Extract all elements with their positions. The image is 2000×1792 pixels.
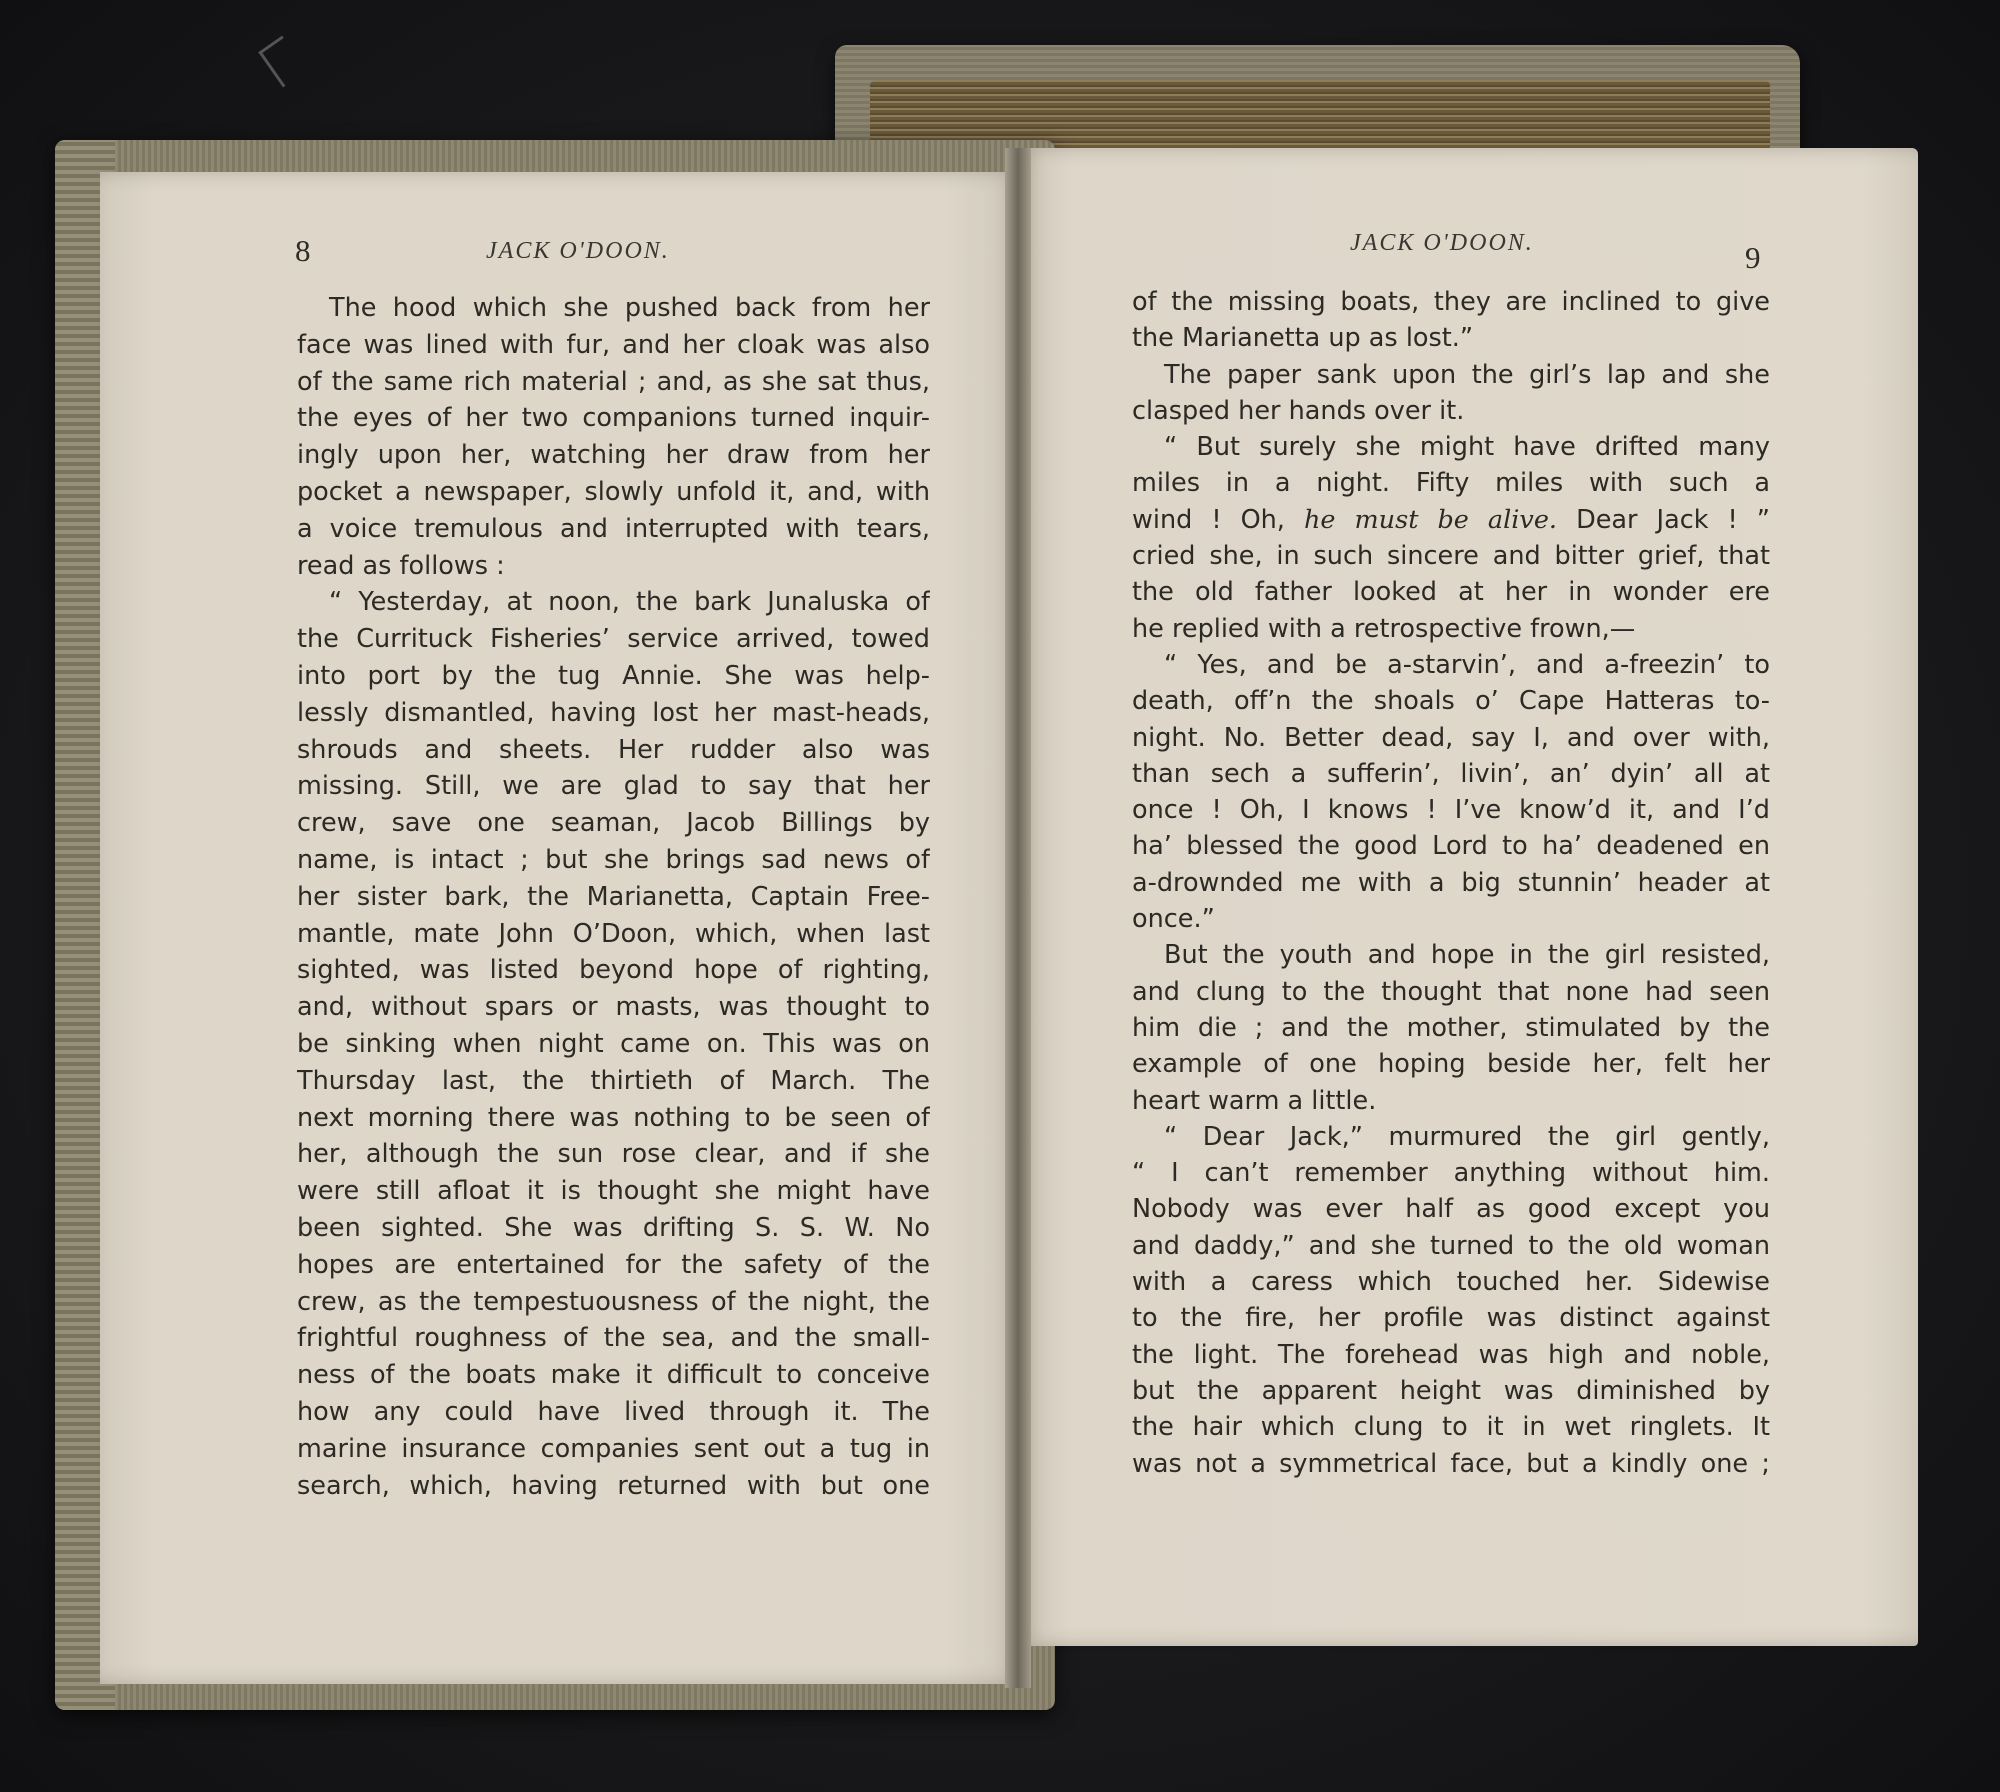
- text-line: the Marianetta up as lost.”: [1132, 323, 1474, 354]
- text-line: But the youth and hope in the girl resisted,: [1164, 940, 1770, 971]
- text-line: search, which, having returned with but one: [297, 1470, 930, 1501]
- text-line: Nobody was ever half as good except you: [1132, 1194, 1770, 1225]
- text-line: read as follows :: [297, 550, 505, 581]
- text-line: was not a symmetrical face, but a kindly one ;: [1132, 1448, 1770, 1479]
- text-line: name, is intact ; but she brings sad news of: [297, 844, 930, 875]
- text-line: of the missing boats, they are inclined to give: [1132, 287, 1770, 317]
- text-line: into port by the tug Annie. She was help-: [297, 660, 930, 691]
- text-line: death, off’n the shoals o’ Cape Hatteras to-: [1132, 686, 1770, 717]
- text-line: frightful roughness of the sea, and the small-: [297, 1323, 930, 1354]
- text-line: her, although the sun rose clear, and if she: [297, 1139, 930, 1170]
- text-line: ha’ blessed the good Lord to ha’ deadened en: [1132, 831, 1770, 862]
- text-line: of the same rich material ; and, as she sat thus,: [297, 366, 930, 397]
- text-line: a-drownded me with a big stunnin’ header at: [1132, 867, 1770, 898]
- text-line: mantle, mate John O’Doon, which, when last: [297, 918, 930, 949]
- text-line: be sinking when night came on. This was on: [297, 1028, 930, 1059]
- text-line: and daddy,” and she turned to the old woman: [1132, 1230, 1770, 1261]
- text-line: shrouds and sheets. Her rudder also was: [297, 734, 930, 765]
- text-line: how any could have lived through it. The: [297, 1396, 930, 1427]
- text-line: but the apparent height was diminished by: [1132, 1375, 1770, 1406]
- text-line: miles in a night. Fifty miles with such a: [1132, 468, 1770, 499]
- text-line: and, without spars or masts, was thought to: [297, 992, 930, 1023]
- text-line: with a caress which touched her. Sidewise: [1132, 1267, 1770, 1298]
- text-line: next morning there was nothing to be seen of: [297, 1102, 930, 1133]
- text-line: clasped her hands over it.: [1132, 395, 1465, 426]
- text-line: crew, as the tempestuousness of the night, the: [297, 1286, 930, 1317]
- text-line: [1132, 502, 1770, 538]
- right-running-head: JACK O'DOON.: [1350, 230, 1534, 256]
- left-page-body: [297, 290, 930, 1504]
- left-page-number: 8: [295, 233, 311, 268]
- text-line-segment: Dear Jack ! ”: [1557, 504, 1770, 535]
- italic-emphasis: he must be alive.: [1303, 504, 1558, 535]
- text-line: he replied with a retrospective frown,—: [1132, 613, 1636, 644]
- text-line: night. No. Better dead, say I, and over with,: [1132, 722, 1770, 753]
- text-line: her sister bark, the Marianetta, Captain Free-: [297, 881, 930, 912]
- text-line: the eyes of her two companions turned inquir-: [297, 403, 930, 434]
- book-gutter: [1005, 148, 1031, 1688]
- text-line: Thursday last, the thirtieth of March. The: [297, 1065, 930, 1096]
- left-running-head: JACK O'DOON.: [486, 238, 670, 264]
- text-line-segment: wind ! Oh,: [1132, 504, 1304, 535]
- text-line: the old father looked at her in wonder ere: [1132, 577, 1770, 608]
- text-line: heart warm a little.: [1132, 1085, 1377, 1116]
- text-line: the hair which clung to it in wet ringlets. It: [1132, 1412, 1770, 1443]
- text-line: lessly dismantled, having lost her mast-heads,: [297, 697, 930, 728]
- text-line: “ But surely she might have drifted many: [1164, 432, 1770, 463]
- text-line: marine insurance companies sent out a tug in: [297, 1433, 930, 1464]
- right-page-body: [1132, 284, 1770, 1482]
- text-line: once ! Oh, I knows ! I’ve know’d it, and I’d: [1132, 795, 1770, 826]
- text-line: The paper sank upon the girl’s lap and she: [1164, 359, 1770, 390]
- text-line: The hood which she pushed back from her: [329, 293, 930, 323]
- text-line: the Currituck Fisheries’ service arrived, towed: [297, 624, 930, 655]
- text-line: a voice tremulous and interrupted with tears,: [297, 513, 930, 544]
- text-line: the light. The forehead was high and noble,: [1132, 1339, 1770, 1370]
- text-line: crew, save one seaman, Jacob Billings by: [297, 808, 930, 839]
- text-line: him die ; and the mother, stimulated by the: [1132, 1012, 1770, 1043]
- text-line: example of one hoping beside her, felt her: [1132, 1049, 1770, 1080]
- text-line: hopes are entertained for the safety of the: [297, 1249, 930, 1280]
- text-line: sighted, was listed beyond hope of righting,: [297, 955, 930, 986]
- text-line: “ I can’t remember anything without him.: [1132, 1158, 1770, 1189]
- text-line: and clung to the thought that none had seen: [1132, 976, 1770, 1007]
- text-line: “ Dear Jack,” murmured the girl gently,: [1164, 1121, 1770, 1152]
- text-line: to the fire, her profile was distinct against: [1132, 1303, 1770, 1334]
- text-line: than sech a sufferin’, livin’, an’ dyin’ all at: [1132, 758, 1770, 789]
- text-line: ness of the boats make it difficult to conceive: [297, 1360, 930, 1391]
- text-line: face was lined with fur, and her cloak was also: [297, 329, 930, 360]
- text-line: pocket a newspaper, slowly unfold it, and, with: [297, 476, 930, 507]
- text-line: “ Yes, and be a-starvin’, and a-freezin’ to: [1164, 649, 1770, 680]
- text-line: cried she, in such sincere and bitter grief, that: [1132, 541, 1770, 572]
- text-line: once.”: [1132, 904, 1215, 935]
- text-line: been sighted. She was drifting S. S. W. No: [297, 1212, 930, 1243]
- text-line: “ Yesterday, at noon, the bark Junaluska of: [329, 587, 930, 618]
- text-line: ingly upon her, watching her draw from her: [297, 440, 930, 471]
- text-line: were still afloat it is thought she might have: [297, 1176, 930, 1207]
- right-page-number: 9: [1745, 240, 1761, 275]
- text-line: missing. Still, we are glad to say that her: [297, 771, 930, 802]
